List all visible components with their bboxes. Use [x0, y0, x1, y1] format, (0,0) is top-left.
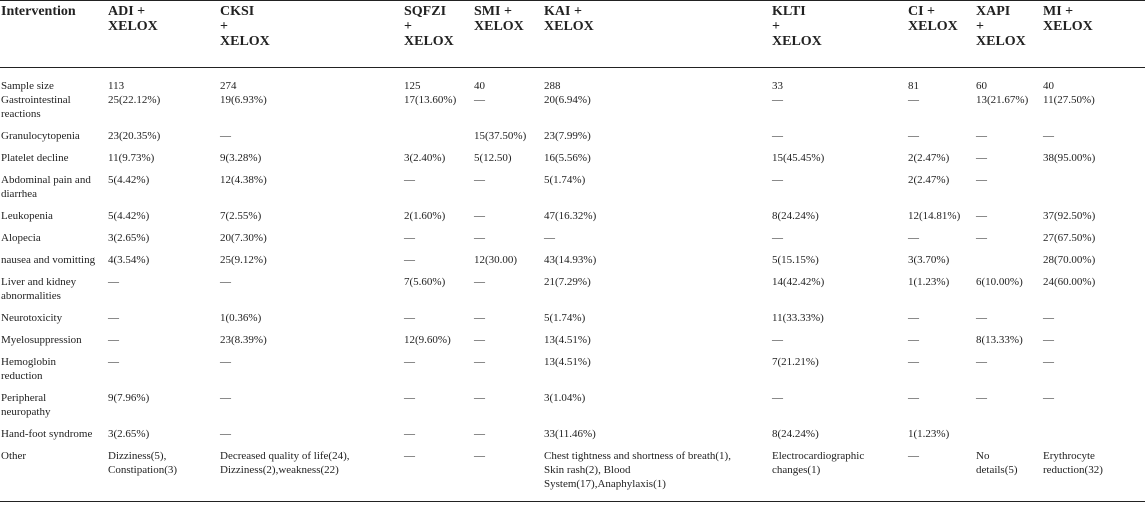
- table-cell: 23(7.99%): [544, 130, 591, 142]
- table-cell: 2(1.60%): [404, 210, 446, 222]
- table-cell: —: [1043, 392, 1054, 404]
- table-cell: 14(42.42%): [772, 276, 825, 288]
- table-row: [0, 209, 1145, 231]
- table-cell: Erythrocyte reduction(32): [1043, 450, 1103, 476]
- table-cell: —: [404, 232, 415, 244]
- table-cell: 20(6.94%): [544, 94, 591, 106]
- table-cell: —: [772, 232, 783, 244]
- table-cell: 9(3.28%): [220, 152, 262, 164]
- table-cell: 5(15.15%): [772, 254, 819, 266]
- table-cell: —: [772, 334, 783, 346]
- table-cell: 125: [404, 80, 421, 92]
- table-cell: —: [908, 392, 919, 404]
- table-cell: —: [1043, 312, 1054, 324]
- table-cell: 23(8.39%): [220, 334, 267, 346]
- table-cell: Electrocardiographic changes(1): [772, 450, 865, 476]
- table-cell: 7(2.55%): [220, 210, 262, 222]
- table-cell: —: [220, 392, 231, 404]
- table-cell: —: [474, 174, 485, 186]
- row-label: Other: [1, 450, 27, 462]
- header-cksi-xelox: CKSI + XELOX: [220, 4, 270, 49]
- table-cell: 11(33.33%): [772, 312, 824, 324]
- table-cell: —: [908, 356, 919, 368]
- table-cell: 13(4.51%): [544, 356, 591, 368]
- table-header: [0, 1, 1145, 68]
- table-cell: —: [908, 232, 919, 244]
- table-cell: 60: [976, 80, 987, 92]
- table-cell: —: [976, 232, 987, 244]
- row-label: nausea and vomitting: [1, 254, 96, 266]
- table-cell: —: [474, 94, 485, 106]
- table-cell: 33(11.46%): [544, 428, 596, 440]
- table-cell: —: [404, 254, 415, 266]
- row-label: Myelosuppression: [1, 334, 82, 346]
- table-cell: —: [908, 312, 919, 324]
- table-cell: —: [474, 210, 485, 222]
- table-row: [0, 427, 1145, 449]
- table-cell: 8(24.24%): [772, 210, 819, 222]
- table-cell: 12(4.38%): [220, 174, 267, 186]
- table-cell: —: [772, 130, 783, 142]
- header-klti-xelox: KLTI + XELOX: [772, 4, 822, 49]
- table-cell: 6(10.00%): [976, 276, 1023, 288]
- table-row: [0, 68, 1145, 94]
- header-smi-xelox: SMI + XELOX: [474, 4, 524, 34]
- row-label: Granulocytopenia: [1, 130, 80, 142]
- row-label: Peripheral neuropathy: [1, 392, 51, 418]
- table-cell: —: [220, 356, 231, 368]
- header-ci-xelox: CI + XELOX: [908, 4, 958, 34]
- table-cell: —: [1043, 130, 1054, 142]
- table-cell: —: [474, 334, 485, 346]
- table-cell: —: [404, 356, 415, 368]
- table-row: [0, 93, 1145, 129]
- table-cell: —: [1043, 356, 1054, 368]
- table-cell: [404, 129, 474, 151]
- table-cell: [976, 427, 1043, 449]
- table-cell: —: [1043, 334, 1054, 346]
- table-cell: —: [908, 450, 919, 462]
- table-cell: 5(1.74%): [544, 312, 586, 324]
- table-cell: 12(14.81%): [908, 210, 961, 222]
- table-cell: 1(1.23%): [908, 428, 950, 440]
- table-row: [0, 355, 1145, 391]
- row-label: Neurotoxicity: [1, 312, 63, 324]
- header-intervention: Intervention: [1, 4, 76, 19]
- table-cell: —: [108, 356, 119, 368]
- table-cell: 5(1.74%): [544, 174, 586, 186]
- table-cell: —: [404, 450, 415, 462]
- table-cell: —: [404, 392, 415, 404]
- table-cell: 21(7.29%): [544, 276, 591, 288]
- table-cell: —: [474, 276, 485, 288]
- row-label: Sample size: [1, 80, 54, 92]
- table-cell: 37(92.50%): [1043, 210, 1096, 222]
- table-cell: —: [474, 232, 485, 244]
- table-cell: 15(37.50%): [474, 130, 527, 142]
- table-cell: 2(2.47%): [908, 152, 950, 164]
- table-cell: —: [976, 392, 987, 404]
- table-cell: 24(60.00%): [1043, 276, 1096, 288]
- row-label: Gastrointestinal reactions: [1, 94, 71, 120]
- table-cell: —: [474, 392, 485, 404]
- table-cell: 3(2.65%): [108, 232, 150, 244]
- table-row: [0, 151, 1145, 173]
- table-cell: 16(5.56%): [544, 152, 591, 164]
- table-cell: 7(5.60%): [404, 276, 446, 288]
- table-cell: 5(4.42%): [108, 174, 150, 186]
- table-cell: 12(30.00): [474, 254, 518, 266]
- table-cell: 19(6.93%): [220, 94, 267, 106]
- table-cell: —: [976, 210, 987, 222]
- table-cell: 1(0.36%): [220, 312, 262, 324]
- header-sqfzi-xelox: SQFZI + XELOX: [404, 4, 454, 49]
- table-cell: 25(9.12%): [220, 254, 267, 266]
- table-cell: —: [474, 428, 485, 440]
- table-cell: —: [220, 428, 231, 440]
- table-cell: 11(9.73%): [108, 152, 155, 164]
- table-cell: [1043, 173, 1145, 209]
- table-cell: —: [908, 334, 919, 346]
- table-cell: 17(13.60%): [404, 94, 457, 106]
- table-cell: —: [404, 174, 415, 186]
- table-cell: —: [908, 130, 919, 142]
- table-cell: 3(2.40%): [404, 152, 446, 164]
- table-cell: 12(9.60%): [404, 334, 451, 346]
- table-cell: 23(20.35%): [108, 130, 161, 142]
- table-cell: —: [108, 312, 119, 324]
- table-cell: —: [474, 312, 485, 324]
- table-row: [0, 311, 1145, 333]
- table-cell: —: [404, 428, 415, 440]
- table-row: [0, 449, 1145, 501]
- table-body: [0, 68, 1145, 502]
- table-cell: —: [220, 130, 231, 142]
- table-cell: —: [474, 450, 485, 462]
- table-cell: —: [976, 312, 987, 324]
- table-row: [0, 173, 1145, 209]
- table-cell: —: [108, 276, 119, 288]
- table-cell: 38(95.00%): [1043, 152, 1096, 164]
- table-cell: 3(2.65%): [108, 428, 150, 440]
- table-cell: No details(5): [976, 450, 1018, 476]
- table-cell: —: [908, 94, 919, 106]
- table-cell: 2(2.47%): [908, 174, 950, 186]
- table-cell: 1(1.23%): [908, 276, 950, 288]
- row-label: Liver and kidney abnormalities: [1, 276, 77, 302]
- table-cell: 40: [474, 80, 485, 92]
- table-cell: Decreased quality of life(24), Dizziness(2),weakness(22): [220, 450, 350, 476]
- table-cell: 4(3.54%): [108, 254, 150, 266]
- table-cell: Dizziness(5), Constipation(3): [108, 450, 178, 476]
- table-cell: 47(16.32%): [544, 210, 597, 222]
- table-cell: 13(21.67%): [976, 94, 1029, 106]
- table-cell: 25(22.12%): [108, 94, 161, 106]
- table-cell: 81: [908, 80, 919, 92]
- table-cell: 3(1.04%): [544, 392, 586, 404]
- table-cell: [1043, 427, 1145, 449]
- table-row: [0, 253, 1145, 275]
- table-cell: 8(13.33%): [976, 334, 1023, 346]
- row-label: Alopecia: [1, 232, 41, 244]
- header-row: [0, 1, 1145, 68]
- row-label: Abdominal pain and diarrhea: [1, 174, 91, 200]
- table-cell: 288: [544, 80, 561, 92]
- table-cell: 113: [108, 80, 125, 92]
- table-cell: —: [404, 312, 415, 324]
- table-cell: [976, 253, 1043, 275]
- row-label: Hemoglobin reduction: [1, 356, 56, 382]
- table-cell: 5(4.42%): [108, 210, 150, 222]
- table-cell: 40: [1043, 80, 1054, 92]
- table-row: [0, 333, 1145, 355]
- table-cell: 3(3.70%): [908, 254, 950, 266]
- header-mi-xelox: MI + XELOX: [1043, 4, 1093, 34]
- table-cell: —: [772, 174, 783, 186]
- row-label: Hand-foot syndrome: [1, 428, 93, 440]
- table-cell: —: [976, 130, 987, 142]
- table-cell: 43(14.93%): [544, 254, 597, 266]
- table-cell: Chest tightness and shortness of breath(1), Skin rash(2), Blood System(17),Anaphylaxis(1): [544, 450, 731, 490]
- row-label: Platelet decline: [1, 152, 69, 164]
- table-row: [0, 391, 1145, 427]
- header-adi-xelox: ADI + XELOX: [108, 4, 158, 34]
- table-cell: —: [108, 334, 119, 346]
- table-cell: —: [976, 174, 987, 186]
- table-cell: 28(70.00%): [1043, 254, 1096, 266]
- row-label: Leukopenia: [1, 210, 53, 222]
- table-cell: 9(7.96%): [108, 392, 150, 404]
- table-cell: —: [976, 152, 987, 164]
- table-cell: 274: [220, 80, 237, 92]
- table-cell: —: [220, 276, 231, 288]
- table-cell: 5(12.50): [474, 152, 512, 164]
- table-cell: 20(7.30%): [220, 232, 267, 244]
- table-cell: —: [772, 94, 783, 106]
- table-cell: —: [474, 356, 485, 368]
- table-cell: —: [544, 232, 555, 244]
- table-cell: —: [976, 356, 987, 368]
- table-cell: 27(67.50%): [1043, 232, 1096, 244]
- table-row: [0, 275, 1145, 311]
- header-kai-xelox: KAI + XELOX: [544, 4, 594, 34]
- header-xapi-xelox: XAPI + XELOX: [976, 4, 1026, 49]
- table-cell: 33: [772, 80, 783, 92]
- table-cell: —: [772, 392, 783, 404]
- table-cell: 8(24.24%): [772, 428, 819, 440]
- table-cell: 13(4.51%): [544, 334, 591, 346]
- table-row: [0, 231, 1145, 253]
- table-cell: 11(27.50%): [1043, 94, 1095, 106]
- table-row: [0, 129, 1145, 151]
- table-cell: 7(21.21%): [772, 356, 819, 368]
- table-cell: 15(45.45%): [772, 152, 825, 164]
